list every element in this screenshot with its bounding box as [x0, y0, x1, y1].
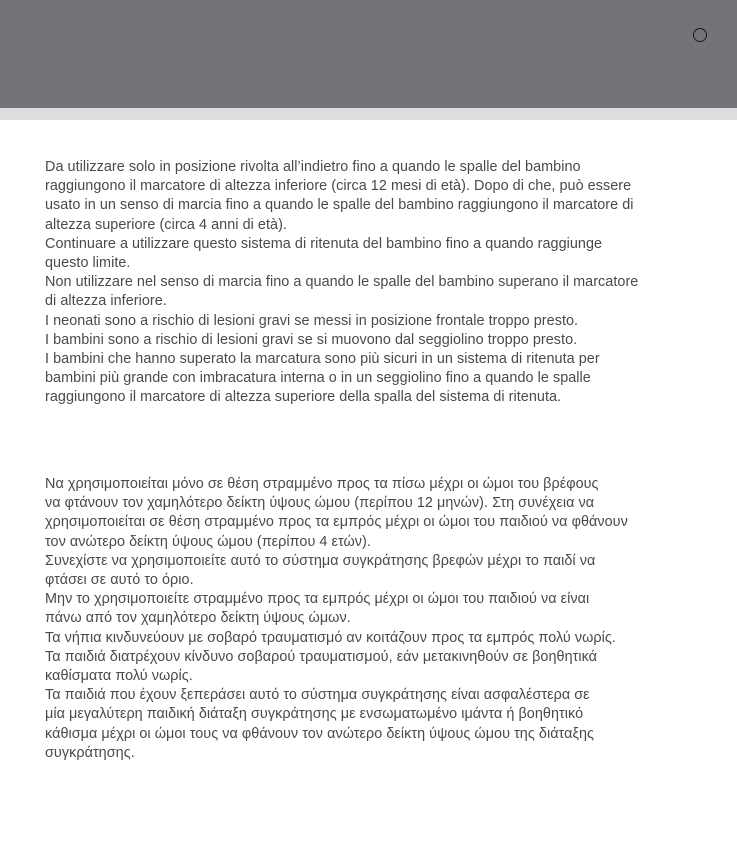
text-line: I bambini che hanno superato la marcatura sono più sicuri in un sistema di ritenuta per [45, 351, 600, 368]
text-line: bambini più grande con imbracatura interna o in un seggiolino fino a quando le spalle [45, 370, 591, 387]
text-line: Να χρησιμοποιείται μόνο σε θέση στραμμένο προς τα πίσω μέχρι οι ώμοι του βρέφους [45, 476, 599, 492]
greek-instructions [45, 475, 705, 763]
italian-instructions [45, 158, 705, 408]
text-line: Da utilizzare solo in posizione rivolta all’indietro fino a quando le spalle del bambino [45, 159, 581, 175]
circle-outline-icon [693, 28, 707, 42]
text-line: συγκράτησης. [45, 744, 135, 761]
text-line: Μην το χρησιμοποιείτε στραμμένο προς τα εμπρός μέχρι οι ώμοι του παιδιού να είναι [45, 591, 590, 608]
text-line: να φτάνουν τον χαμηλότερο δείκτη ύψους ώμου (περίπου 12 μηνών). Στη συνέχεια να [45, 495, 595, 512]
text-line: raggiungono il marcatore di altezza inferiore (circa 12 mesi di età). Dopo di che, può essere [45, 178, 632, 195]
text-line: τον ανώτερο δείκτη ύψους ώμου (περίπου 4 ετών). [45, 533, 371, 550]
text-line: Non utilizzare nel senso di marcia fino a quando le spalle del bambino superano il marcatore [45, 274, 639, 291]
text-line: usato in un senso di marcia fino a quando le spalle del bambino raggiungono il marcatore di [45, 197, 634, 214]
text-line: Continuare a utilizzare questo sistema di ritenuta del bambino fino a quando raggiunge [45, 235, 603, 252]
text-line: I bambini sono a rischio di lesioni gravi se si muovono dal seggiolino troppo presto. [45, 331, 578, 348]
header-band [0, 0, 737, 108]
header-strip [0, 108, 737, 120]
text-line: φτάσει σε αυτό το όριο. [45, 572, 194, 589]
text-line: raggiungono il marcatore di altezza superiore della spalla del sistema di ritenuta. [45, 389, 562, 406]
text-line: μία μεγαλύτερη παιδική διάταξη συγκράτησης με ενσωματωμένο ιμάντα ή βοηθητικό [45, 706, 584, 723]
text-line: καθίσματα πολύ νωρίς. [45, 668, 193, 685]
text-line: di altezza inferiore. [45, 293, 167, 310]
text-line: I neonati sono a rischio di lesioni gravi se messi in posizione frontale troppo presto. [45, 312, 579, 329]
text-line: Τα παιδιά που έχουν ξεπεράσει αυτό το σύστημα συγκράτησης είναι ασφαλέστερα σε [45, 687, 590, 704]
text-line: πάνω από τον χαμηλότερο δείκτη ύψους ώμων. [45, 610, 351, 627]
text-line: Τα νήπια κινδυνεύουν με σοβαρό τραυματισμό αν κοιτάζουν προς τα εμπρός πολύ νωρίς. [45, 629, 616, 646]
text-line: κάθισμα μέχρι οι ώμοι τους να φθάνουν τον ανώτερο δείκτη ύψους ώμου της διάταξης [45, 725, 594, 742]
text-line: Συνεχίστε να χρησιμοποιείτε αυτό το σύστημα συγκράτησης βρεφών μέχρι το παιδί να [45, 552, 596, 569]
text-line: χρησιμοποιείται σε θέση στραμμένο προς τα εμπρός μέχρι οι ώμοι του παιδιού να φθάνουν [45, 514, 628, 531]
text-line: altezza superiore (circa 4 anni di età). [45, 216, 287, 233]
text-line: questo limite. [45, 255, 131, 272]
text-line: Τα παιδιά διατρέχουν κίνδυνο σοβαρού τραυματισμού, εάν μετακινηθούν σε βοηθητικά [45, 648, 598, 665]
